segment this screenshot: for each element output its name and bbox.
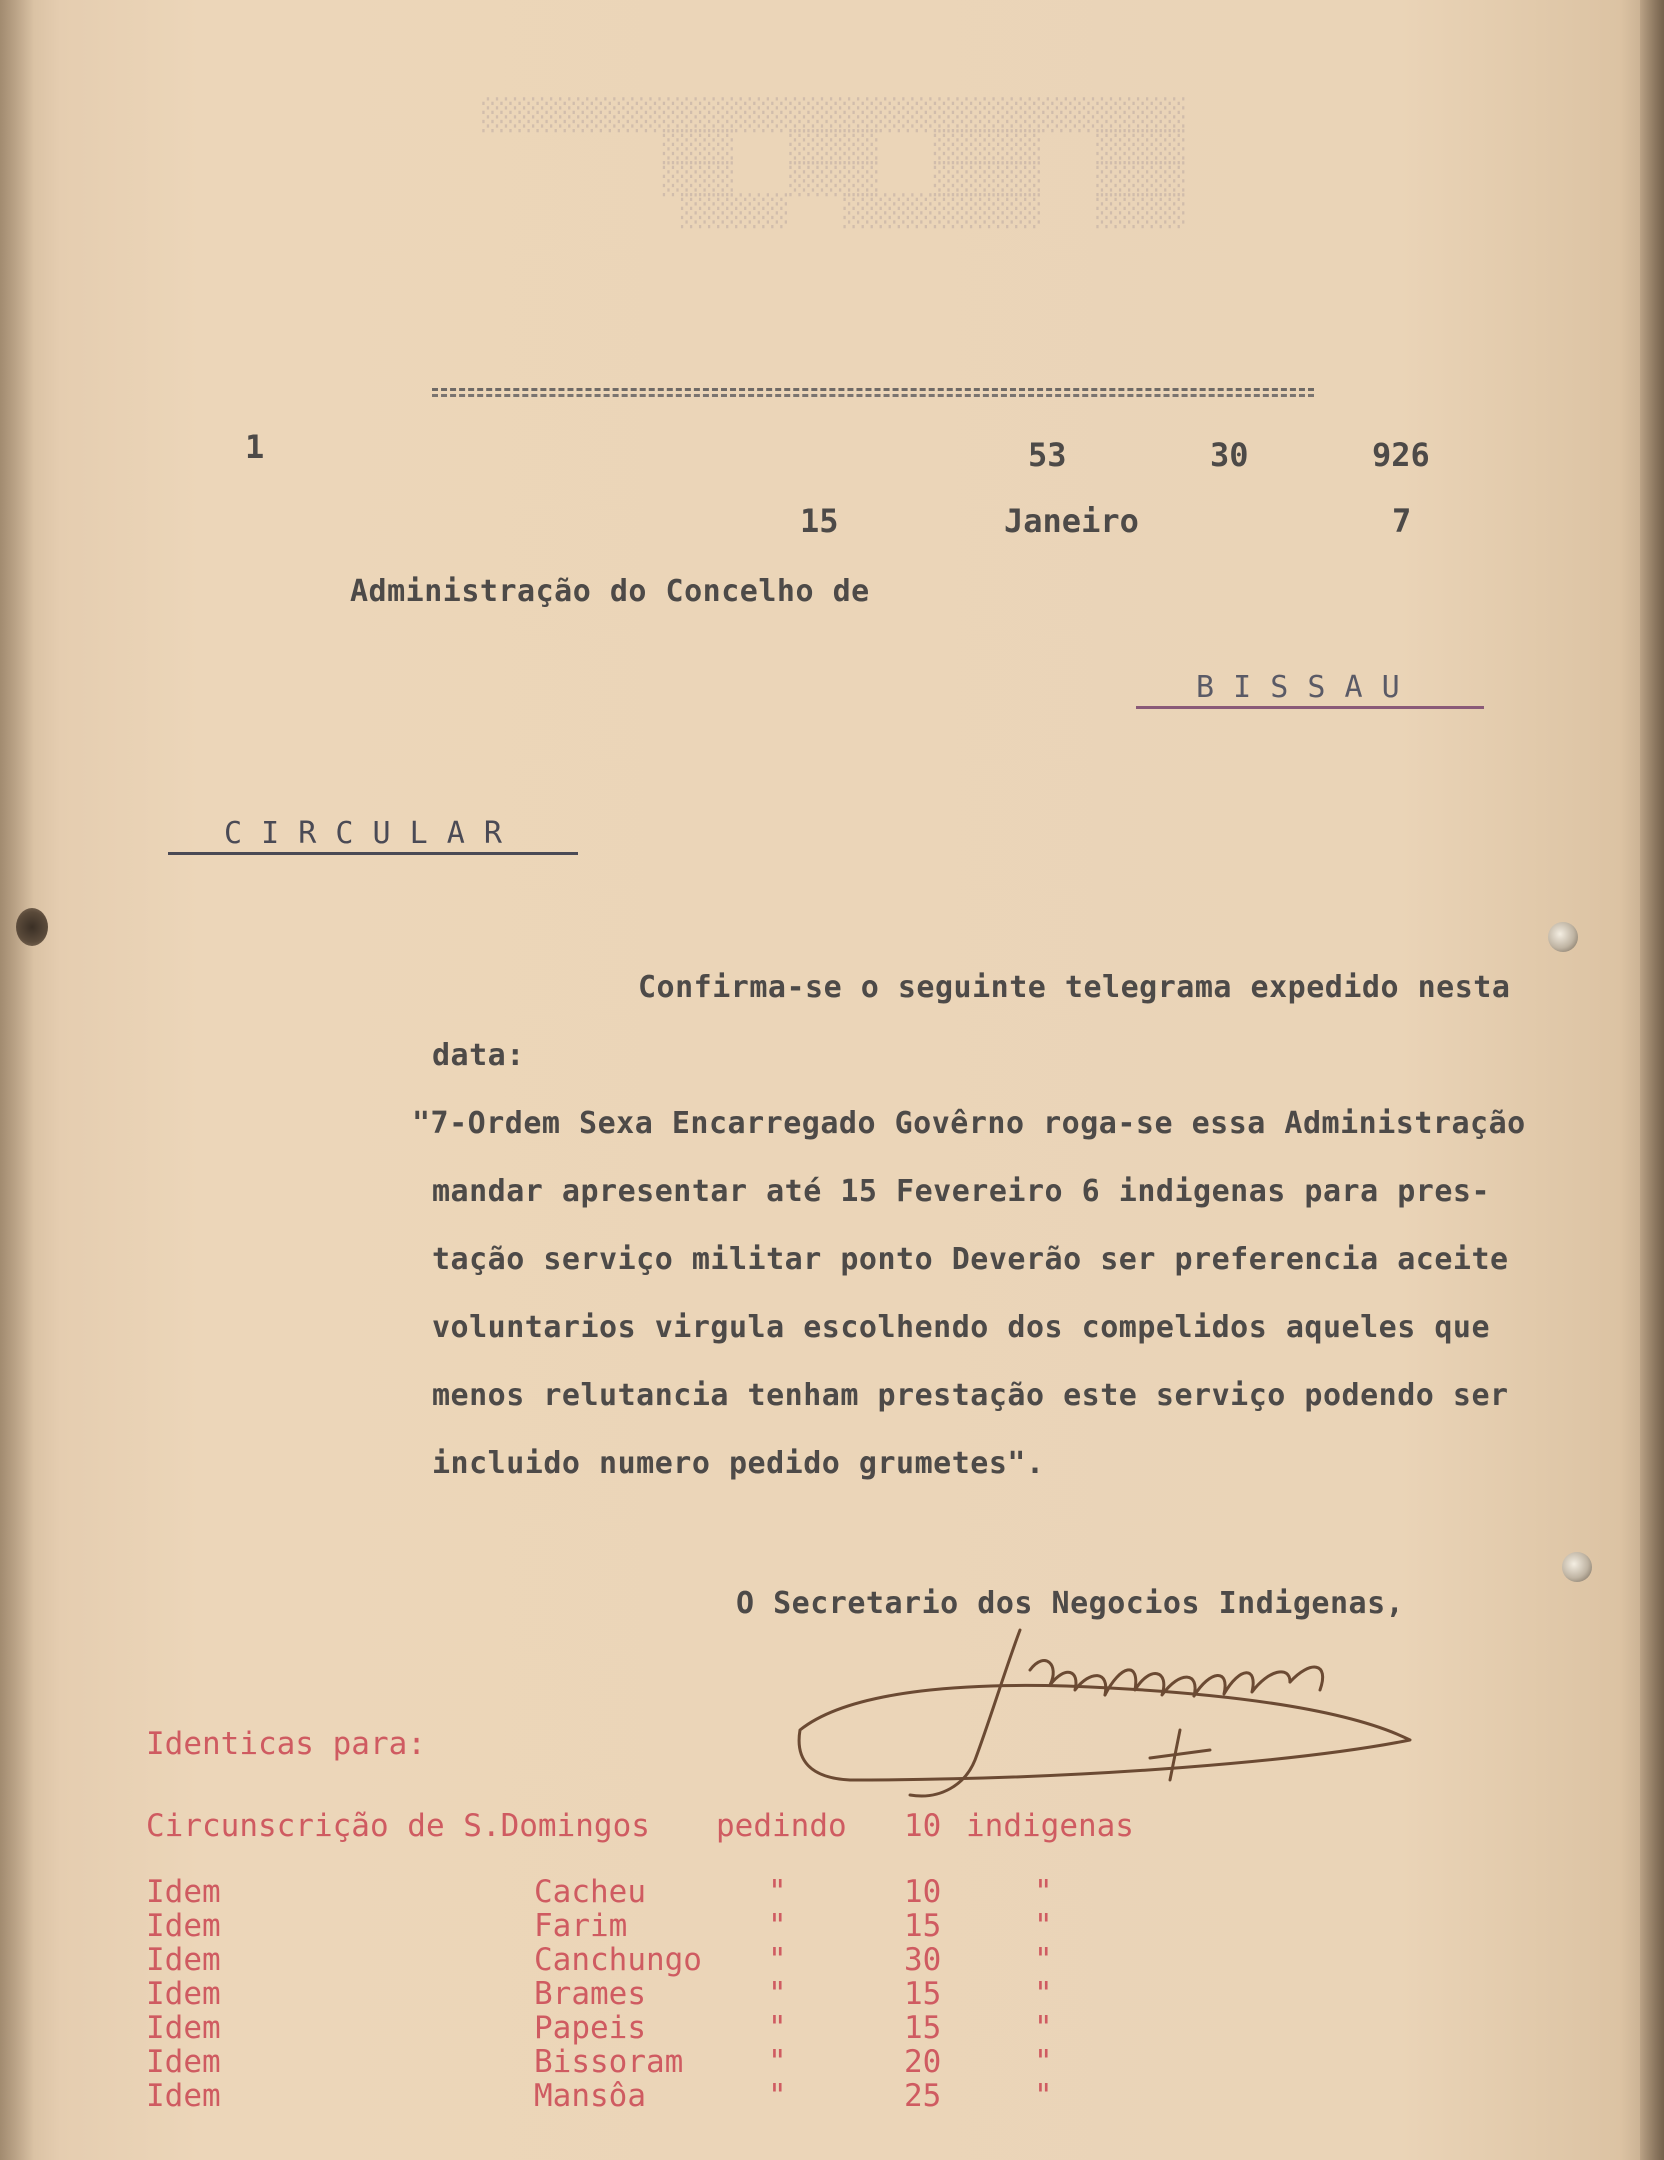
punch-hole-lower (1562, 1552, 1592, 1582)
body-line-7: menos relutancia tenham prestação este serviço podendo ser (432, 1378, 1509, 1413)
row-count: 15 (904, 1908, 942, 1944)
row-place: Canchungo (534, 1942, 702, 1978)
header-year: 926 (1372, 436, 1430, 474)
place-underline (1136, 706, 1484, 709)
row-count: 20 (904, 2044, 942, 2080)
row-ditto-2: " (1034, 2078, 1053, 2114)
header-number-2: 53 (1028, 436, 1067, 474)
header-month: Janeiro (1004, 502, 1139, 540)
row-place: Bissoram (534, 2044, 684, 2080)
place-name: B I S S A U (1196, 670, 1401, 705)
header-number-7: 7 (1392, 502, 1412, 540)
bleed-through-text: ░░░░░░░░░░░░░░░░░░░░░░░░░░░░░░░░░░░░░░░ ░░░░░ ░░░░░░ ░░░░░ ░░░░ ░░░░░ ░░░░░░ ░░░░░ ░░░░ ░░░░░ ░░░░░░░░░░░ ░░░░░░ (480, 98, 1185, 229)
identicas-first-verb: pedindo (716, 1808, 847, 1844)
row-place: Papeis (534, 2010, 646, 2046)
row-ditto: " (768, 1874, 787, 1910)
row-ditto-2: " (1034, 1908, 1053, 1944)
row-ditto-2: " (1034, 1976, 1053, 2012)
header-number-1: 1 (245, 428, 265, 466)
administration-label: Administração do Concelho de (350, 574, 870, 609)
row-idem: Idem (146, 1908, 221, 1944)
body-line-6: voluntarios virgula escolhendo dos compelidos aqueles que (432, 1310, 1491, 1345)
top-rule-2 (432, 394, 1314, 397)
document-title: C I R C U L A R (224, 816, 503, 851)
body-line-3: "7-Ordem Sexa Encarregado Govêrno roga-se essa Administração (412, 1106, 1526, 1141)
body-line-8: incluido numero pedido grumetes". (432, 1446, 1045, 1481)
row-ditto-2: " (1034, 2044, 1053, 2080)
row-place: Mansôa (534, 2078, 646, 2114)
row-ditto-2: " (1034, 1874, 1053, 1910)
signature-caption: O Secretario dos Negocios Indigenas, (736, 1586, 1405, 1621)
row-count: 15 (904, 2010, 942, 2046)
row-count: 25 (904, 2078, 942, 2114)
row-ditto: " (768, 2010, 787, 2046)
row-count: 10 (904, 1874, 942, 1910)
page-edge-shadow (1640, 0, 1664, 2160)
identicas-first-label: Circunscrição de S.Domingos (146, 1808, 650, 1844)
row-idem: Idem (146, 1874, 221, 1910)
row-ditto: " (768, 1976, 787, 2012)
body-line-5: tação serviço militar ponto Deverão ser preferencia aceite (432, 1242, 1509, 1277)
row-idem: Idem (146, 2044, 221, 2080)
title-underline (168, 852, 578, 855)
identicas-first-count: 10 (904, 1808, 942, 1844)
row-count: 30 (904, 1942, 942, 1978)
body-line-2: data: (432, 1038, 525, 1073)
row-place: Cacheu (534, 1874, 646, 1910)
handwritten-signature (790, 1610, 1430, 1810)
row-place: Brames (534, 1976, 646, 2012)
punch-hole-upper (1548, 922, 1578, 952)
row-idem: Idem (146, 1976, 221, 2012)
header-number-3: 30 (1210, 436, 1249, 474)
row-ditto-2: " (1034, 2010, 1053, 2046)
row-idem: Idem (146, 2010, 221, 2046)
identicas-first-unit: indigenas (966, 1808, 1134, 1844)
row-ditto: " (768, 1942, 787, 1978)
row-place: Farim (534, 1908, 628, 1944)
row-ditto: " (768, 1908, 787, 1944)
row-idem: Idem (146, 1942, 221, 1978)
identicas-heading: Identicas para: (146, 1726, 426, 1762)
top-rule (432, 388, 1314, 391)
row-count: 15 (904, 1976, 942, 2012)
row-ditto-2: " (1034, 1942, 1053, 1978)
header-day: 15 (800, 502, 839, 540)
row-ditto: " (768, 2078, 787, 2114)
punch-hole-left (16, 908, 48, 946)
body-line-1: Confirma-se o seguinte telegrama expedido nesta (638, 970, 1511, 1005)
row-idem: Idem (146, 2078, 221, 2114)
binding-shadow (0, 0, 34, 2160)
row-ditto: " (768, 2044, 787, 2080)
body-line-4: mandar apresentar até 15 Fevereiro 6 indigenas para pres- (432, 1174, 1491, 1209)
